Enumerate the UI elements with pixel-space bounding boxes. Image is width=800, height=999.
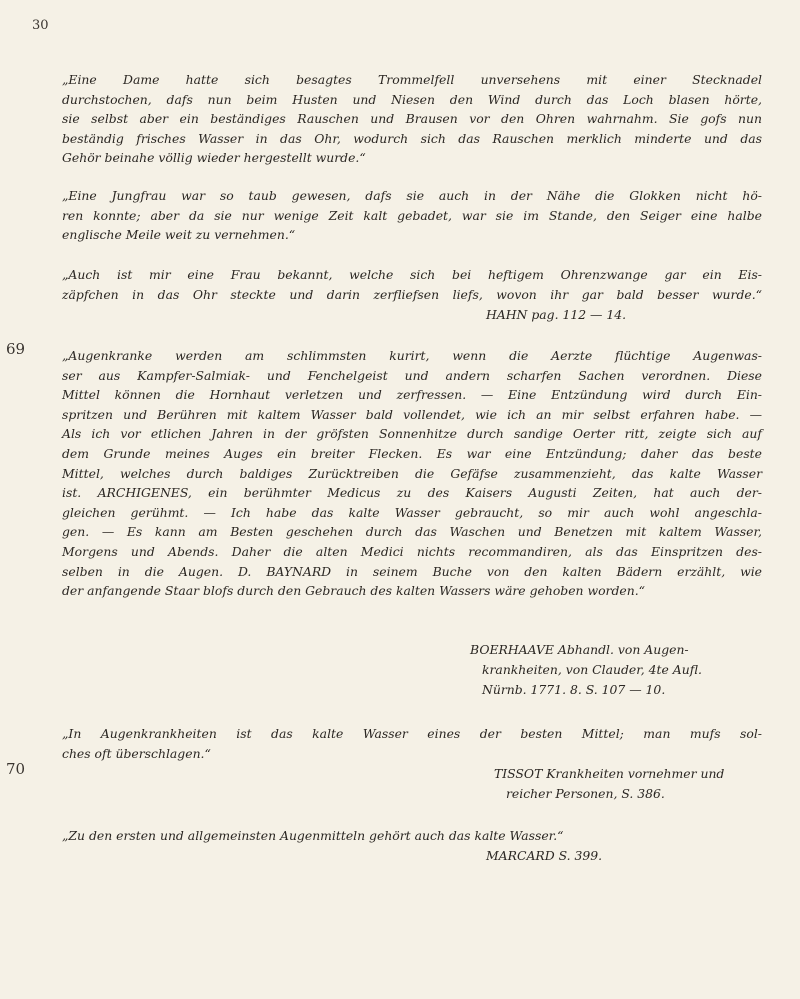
text-line: sie selbst aber ein beständiges Rauschen und Brausen vor den Ohren wahrnahm. Sie gofs nun bbox=[62, 111, 762, 127]
text-line: „Eine Dame hatte sich besagtes Trommelfell unversehens mit einer Stecknadel bbox=[62, 72, 762, 87]
paragraph-trommelfell bbox=[62, 70, 762, 168]
text-line: „In Augenkrankheiten ist das kalte Wasser eines der besten Mittel; man mufs sol- bbox=[62, 726, 762, 741]
text-line: englische Meile weit zu vernehmen.“ bbox=[62, 227, 296, 243]
text-line: ist. ARCHIGENES, ein berühmter Medicus zu des Kaisers Augusti Zeiten, hat auch der- bbox=[62, 485, 762, 501]
citation-tissot-1: TISSOT Krankheiten vornehmer und bbox=[494, 766, 725, 781]
text-line: dem Grunde meines Auges ein breiter Flecken. Es war eine Entzündung; daher das beste bbox=[62, 445, 762, 461]
text-line: spritzen und Berühren mit kaltem Wasser bald vollendet, wie ich an mir selbst erfahren habe. — bbox=[62, 406, 762, 422]
text-line: gen. — Es kann am Besten geschehen durch das Waschen und Benetzen mit kaltem Wasser, bbox=[62, 524, 762, 540]
paragraph-augenmittel bbox=[62, 826, 762, 846]
citation-boerhaave-2: krankheiten, von Clauder, 4te Aufl. bbox=[482, 662, 702, 677]
text-line: „Eine Jungfrau war so taub gewesen, dafs sie auch in der Nähe die Glokken nicht hö- bbox=[62, 188, 762, 203]
citation-boerhaave-3: Nürnb. 1771. 8. S. 107 — 10. bbox=[482, 682, 666, 697]
text-line: ren konnte; aber da sie nur wenige Zeit kalt gebadet, war sie im Stande, den Seiger eine halbe bbox=[62, 207, 762, 223]
text-line: selben in die Augen. D. BAYNARD in seinem Buche von den kalten Bädern erzählt, wie bbox=[62, 563, 762, 579]
text-line: Gehör beinahe völlig wieder hergestellt wurde.“ bbox=[62, 150, 366, 166]
text-line: zäpfchen in das Ohr steckte und darin zerfliefsen liefs, wovon ihr gar bald besser wurde.“ bbox=[62, 286, 762, 302]
citation-tissot-2: reicher Personen, S. 386. bbox=[506, 786, 665, 801]
text-line: „Auch ist mir eine Frau bekannt, welche sich bei heftigem Ohrenzwange gar ein Eis- bbox=[62, 267, 762, 282]
text-line: ches oft überschlagen.“ bbox=[62, 745, 211, 761]
text-line: Mittel können die Hornhaut verletzen und zerfressen. — Eine Entzündung wird durch Ein- bbox=[62, 387, 762, 403]
text-line: Mittel, welches durch baldiges Zurücktreiben die Gefäfse zusammenzieht, das kalte Wasser bbox=[62, 465, 762, 481]
text-line: beständig frisches Wasser in das Ohr, wodurch sich das Rauschen merklich minderte und das bbox=[62, 130, 762, 146]
margin-number-69: 69 bbox=[6, 340, 26, 358]
text-line: der anfangende Staar blofs durch den Gebrauch des kalten Wassers wäre gehoben worden.“ bbox=[62, 583, 645, 599]
citation-boerhaave-1: BOERHAAVE Abhandl. von Augen- bbox=[470, 642, 689, 657]
text-line: gleichen gerühmt. — Ich habe das kalte Wasser gebraucht, so mir auch wohl angeschla- bbox=[62, 504, 762, 520]
paragraph-augenkranke bbox=[62, 346, 762, 601]
margin-number-70: 70 bbox=[6, 760, 26, 778]
citation-marcard: MARCARD S. 399. bbox=[486, 848, 603, 863]
paragraph-eiszaepfchen bbox=[62, 265, 762, 304]
text-line: ser aus Kampfer-Salmiak- und Fenchelgeist und andern scharfen Sachen verordnen. Diese bbox=[62, 367, 762, 383]
page-number: 30 bbox=[32, 18, 49, 33]
text-line: Als ich vor etlichen Jahren in der gröfsten Sonnenhitze durch sandige Oerter ritt, zeigte sich auf bbox=[62, 426, 762, 442]
text-line: „Augenkranke werden am schlimmsten kurirt, wenn die Aerzte flüchtige Augenwas- bbox=[62, 348, 762, 363]
citation-hahn: HAHN pag. 112 — 14. bbox=[486, 307, 627, 322]
paragraph-jungfrau bbox=[62, 186, 762, 245]
text-line: durchstochen, dafs nun beim Husten und Niesen den Wind durch das Loch blasen hörte, bbox=[62, 91, 762, 107]
text-line: „Zu den ersten und allgemeinsten Augenmitteln gehört auch das kalte Wasser.“ bbox=[62, 828, 564, 843]
paragraph-augenkrankheiten bbox=[62, 724, 762, 763]
text-line: Morgens und Abends. Daher die alten Medici nichts recommandiren, als das Einspritzen des- bbox=[62, 543, 762, 559]
